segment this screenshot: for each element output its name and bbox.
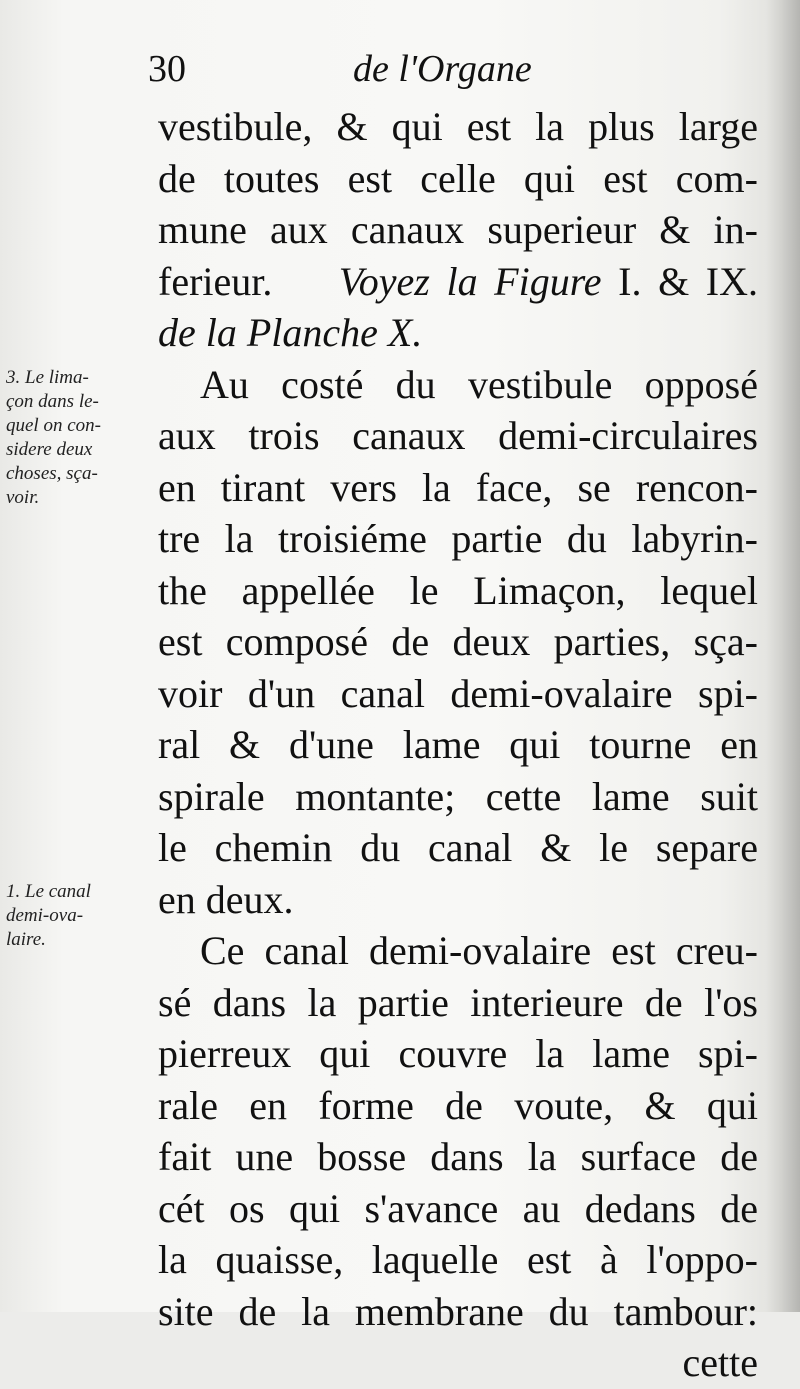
running-title: de l'Organe: [353, 48, 532, 90]
margin-note-line: sidere deux: [6, 439, 93, 460]
margin-note-line: choses, sça-: [6, 463, 98, 484]
margin-note-line: 1. Le canal: [6, 881, 91, 902]
text-line: est composé de deux parties, sça-: [158, 619, 758, 664]
page-number: 30: [148, 48, 186, 90]
margin-note-line: çon dans le-: [6, 391, 99, 412]
text-line: le chemin du canal & le separe: [158, 825, 758, 870]
text-line: ral & d'une lame qui tourne en: [158, 722, 758, 767]
text-line: site de la membrane du tambour:: [158, 1288, 758, 1334]
text-line: de toutes est celle qui est com-: [158, 155, 758, 201]
text-line: the appellée le Limaçon, lequel: [158, 567, 758, 613]
margin-note-canal: [6, 880, 156, 952]
page-header: [148, 44, 748, 94]
plate-reference: de la Planche X.: [158, 310, 423, 355]
text-line: tre la troisiéme partie du labyrin-: [158, 516, 758, 561]
text-line: cét os qui s'avance au dedans de: [158, 1185, 758, 1231]
text-line: Ce canal demi-ovalaire est creu-: [200, 928, 758, 973]
margin-note-line: quel on con-: [6, 415, 101, 436]
figure-numbers: I. & IX.: [618, 258, 759, 304]
text-line-figure-reference: [158, 256, 758, 308]
margin-note-limacon: [6, 366, 156, 510]
text-fragment: ferieur.: [158, 258, 273, 304]
figure-reference: Voyez la Figure: [338, 258, 602, 304]
text-line: sé dans la partie interieure de l'os: [158, 979, 758, 1025]
text-line: vestibule, & qui est la plus large: [158, 104, 758, 149]
text-line: en tirant vers la face, se rencon-: [158, 464, 758, 510]
margin-note-line: demi-ova-: [6, 905, 84, 926]
text-line: pierreux qui couvre la lame spi-: [158, 1031, 758, 1076]
margin-note-line: laire.: [6, 929, 46, 950]
page-gutter-shadow: [766, 0, 800, 1312]
text-line: en deux.: [158, 876, 294, 922]
text-line: aux trois canaux demi-circulaires: [158, 413, 758, 458]
text-line: fait une bosse dans la surface de: [158, 1134, 758, 1179]
text-line: mune aux canaux superieur & in-: [158, 207, 758, 252]
margin-note-line: voir.: [6, 487, 40, 508]
body-text: [158, 101, 758, 1389]
catchword: cette: [682, 1340, 758, 1385]
text-line: la quaisse, laquelle est à l'oppo-: [158, 1237, 758, 1282]
text-line: Au costé du vestibule opposé: [200, 361, 758, 407]
text-line: rale en forme de voute, & qui: [158, 1082, 758, 1128]
text-line: spirale montante; cette lame suit: [158, 773, 758, 819]
margin-note-line: 3. Le lima-: [6, 367, 89, 388]
text-line: voir d'un canal demi-ovalaire spi-: [158, 670, 758, 716]
